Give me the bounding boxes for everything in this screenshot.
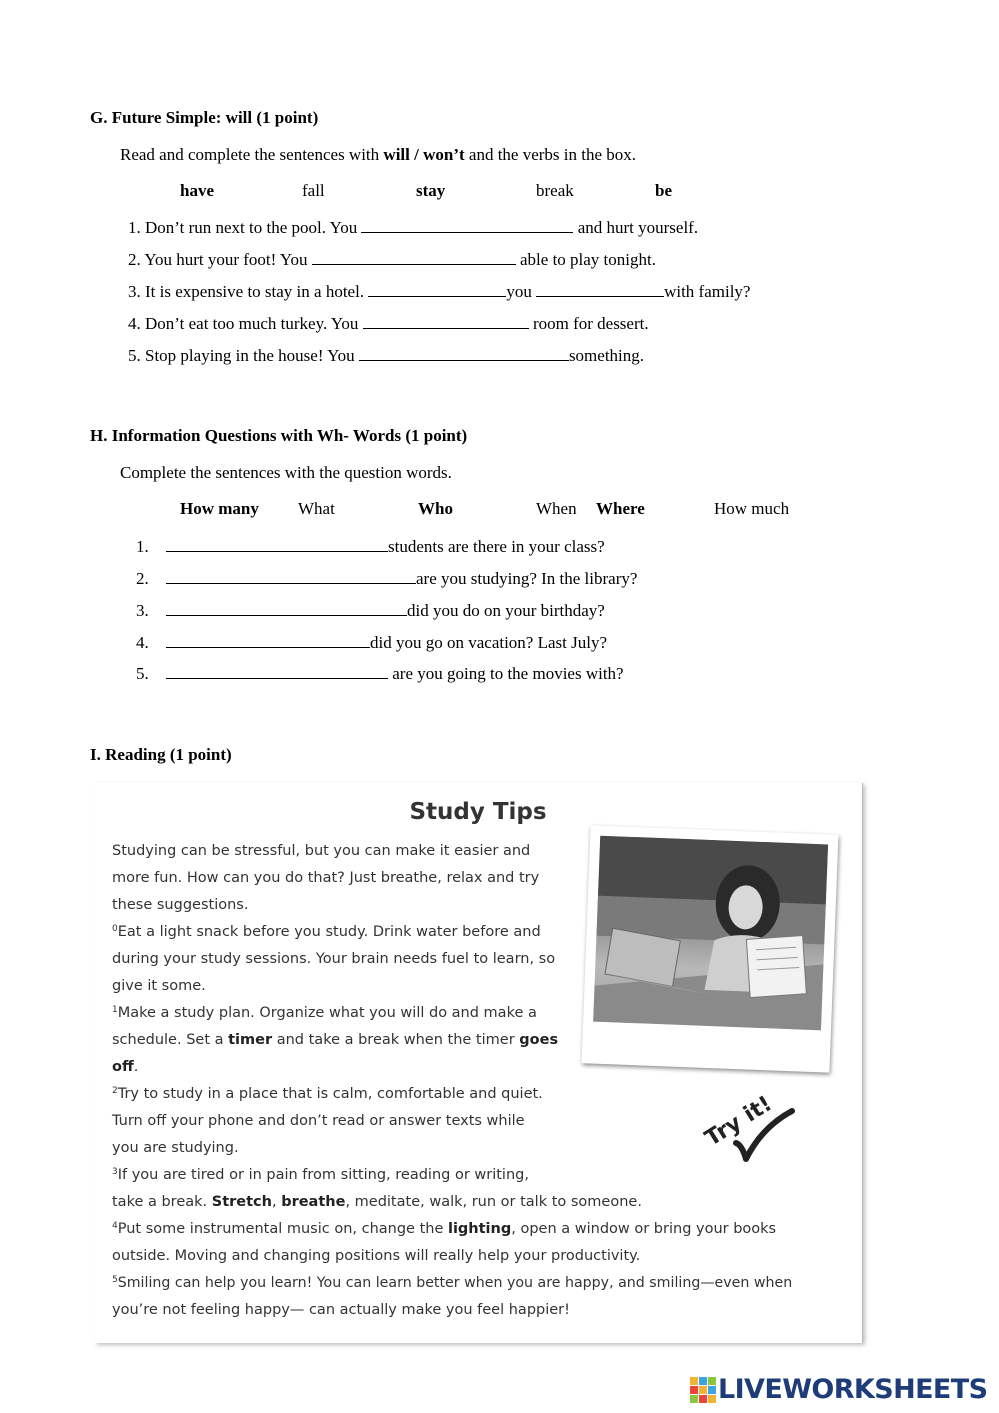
g-item-2: 2. You hurt your foot! You able to play tonight.	[128, 250, 656, 269]
answer-blank[interactable]	[312, 249, 516, 265]
answer-blank[interactable]	[166, 536, 388, 552]
question-word: How many	[180, 499, 259, 518]
h-item-1: 1. students are there in your class?	[136, 537, 605, 556]
answer-blank[interactable]	[359, 345, 569, 361]
reading-line: Turn off your phone and don’t read or answer texts while	[112, 1113, 525, 1129]
logo-blocks-icon	[690, 1375, 716, 1403]
answer-blank[interactable]	[166, 663, 388, 679]
g-item-3: 3. It is expensive to stay in a hotel. you with family?	[128, 282, 751, 301]
reading-title: Study Tips	[409, 799, 547, 825]
reading-line: schedule. Set a timer and take a break when the timer goes	[112, 1032, 559, 1048]
answer-blank[interactable]	[536, 281, 664, 297]
question-word: What	[298, 499, 335, 518]
g-item-5: 5. Stop playing in the house! You something.	[128, 346, 645, 365]
checkmark-icon	[732, 1107, 796, 1167]
answer-blank[interactable]	[368, 281, 506, 297]
reading-card	[94, 783, 862, 1343]
question-word: How much	[714, 499, 790, 518]
answer-blank[interactable]	[361, 217, 573, 233]
section-h-instruction: Complete the sentences with the question words.	[120, 463, 452, 482]
h-item-4: 4. did you go on vacation? Last July?	[136, 633, 608, 652]
answer-blank[interactable]	[363, 313, 529, 329]
photo-illustration	[593, 836, 828, 1031]
try-it-text: Try it!	[700, 1091, 777, 1152]
h-item-5: 5. are you going to the movies with?	[136, 664, 624, 683]
verb-word: break	[536, 181, 574, 200]
reading-line: during your study sessions. Your brain needs fuel to learn, so	[112, 951, 556, 967]
section-g-heading: G. Future Simple: will (1 point)	[90, 108, 319, 127]
reading-line: $^0$Eat a light snack before you study. Drink water before and	[112, 924, 541, 940]
question-word: Who	[418, 499, 453, 518]
reading-line: off.	[112, 1059, 139, 1075]
student-photo	[582, 825, 839, 1072]
verb-word: be	[655, 181, 672, 200]
reading-line: $^2$Try to study in a place that is calm, comfortable and quiet.	[112, 1086, 543, 1102]
section-h-heading: H. Information Questions with Wh- Words (1 point)	[90, 426, 468, 445]
question-word: When	[536, 499, 577, 518]
answer-blank[interactable]	[166, 632, 370, 648]
h-item-3: 3. did you do on your birthday?	[136, 601, 605, 620]
reading-line: $^3$If you are tired or in pain from sitting, reading or writing,	[112, 1167, 529, 1183]
verb-word: fall	[302, 181, 325, 200]
answer-blank[interactable]	[166, 568, 416, 584]
reading-line: $^5$Smiling can help you learn! You can learn better when you are happy, and smiling—even when	[112, 1275, 793, 1291]
section-g-instruction: Read and complete the sentences with will / won’t and the verbs in the box.	[120, 145, 637, 164]
verb-word: have	[180, 181, 214, 200]
photo-image	[593, 836, 828, 1031]
reading-line: $^4$Put some instrumental music on, change the lighting, open a window or bring your books	[112, 1221, 777, 1237]
reading-line: $^1$Make a study plan. Organize what you will do and make a	[112, 1005, 537, 1021]
reading-line: you’re not feeling happy— can actually make you feel happier!	[112, 1302, 570, 1318]
section-i-heading: I. Reading (1 point)	[90, 745, 232, 764]
reading-line: more fun. How can you do that? Just breathe, relax and try	[112, 870, 540, 886]
answer-blank[interactable]	[166, 600, 407, 616]
reading-line: give it some.	[112, 978, 206, 994]
logo-text: LIVEWORKSHEETS	[718, 1373, 988, 1405]
reading-line: Studying can be stressful, but you can make it easier and	[112, 843, 531, 859]
liveworksheets-logo	[690, 1372, 987, 1406]
h-item-2: 2. are you studying? In the library?	[136, 569, 638, 588]
reading-line: these suggestions.	[112, 897, 249, 913]
reading-line: outside. Moving and changing positions will really help your productivity.	[112, 1248, 641, 1264]
g-item-4: 4. Don’t eat too much turkey. You room for dessert.	[128, 314, 649, 333]
verb-word: stay	[416, 181, 446, 200]
g-item-1: 1. Don’t run next to the pool. You and hurt yourself.	[128, 218, 699, 237]
reading-line: take a break. Stretch, breathe, meditate, walk, run or talk to someone.	[112, 1194, 642, 1210]
reading-line: you are studying.	[112, 1140, 239, 1156]
question-word: Where	[596, 499, 645, 518]
try-it-stamp	[700, 1091, 800, 1171]
